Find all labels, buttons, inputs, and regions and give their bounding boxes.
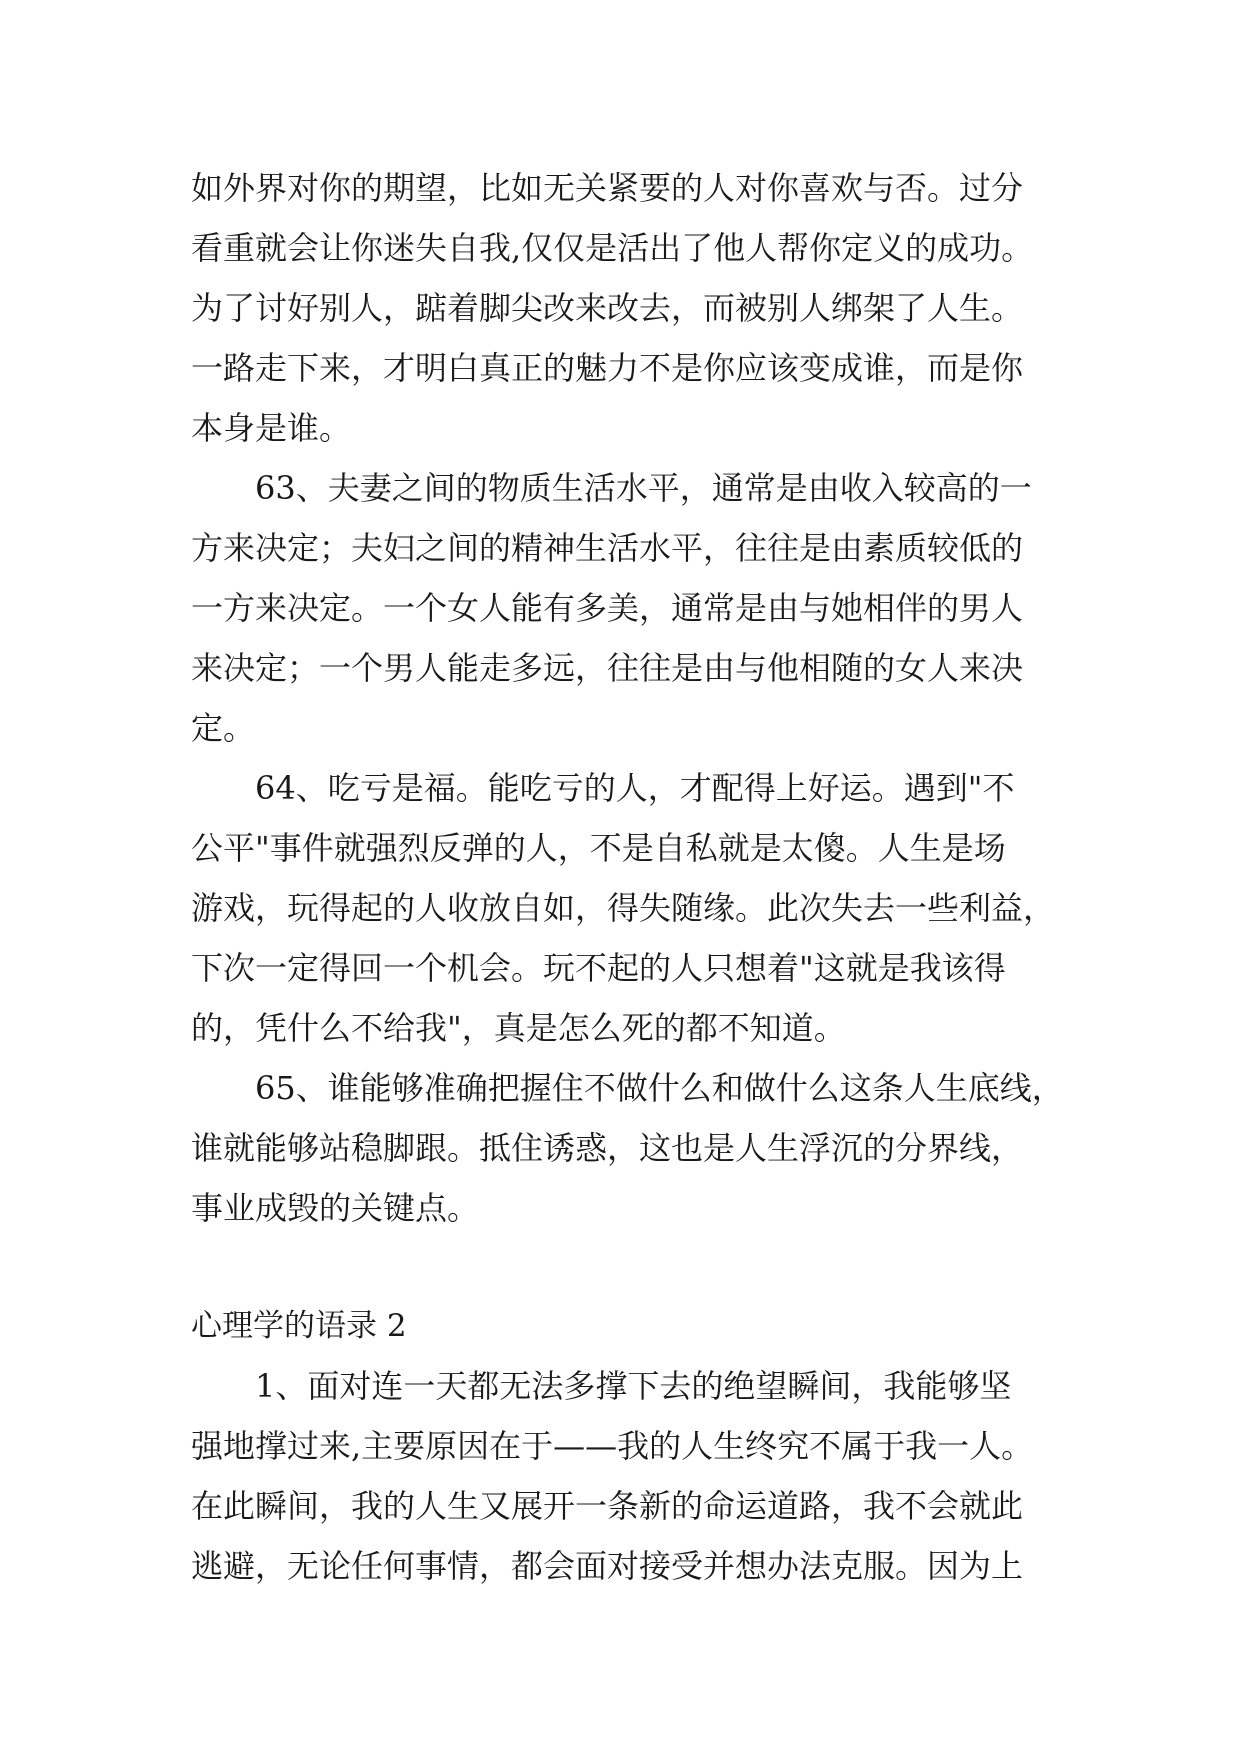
text-line: 本身是谁。	[191, 409, 352, 447]
text-line: 为了讨好别人，踮着脚尖改来改去，而被别人绑架了人生。	[191, 289, 1024, 327]
text-line: 63、夫妻之间的物质生活水平，通常是由收入较高的一	[255, 469, 1032, 507]
document-body	[191, 158, 1091, 1596]
section-heading: 心理学的语录 2	[191, 1308, 407, 1344]
text-line: 来决定；一个男人能走多远，往往是由与他相随的女人来决	[191, 649, 1024, 687]
text-line: 65、谁能够准确把握住不做什么和做什么这条人生底线，	[255, 1069, 1064, 1107]
text-line: 如外界对你的期望，比如无关紧要的人对你喜欢与否。过分	[191, 169, 1024, 207]
text-line: 在此瞬间，我的人生又展开一条新的命运道路，我不会就此	[191, 1487, 1024, 1525]
text-line: 方来决定；夫妇之间的精神生活水平，往往是由素质较低的	[191, 529, 1024, 567]
text-line: 看重就会让你迷失自我,仅仅是活出了他人帮你定义的成功。	[191, 229, 1034, 267]
text-line: 事业成毁的关键点。	[191, 1189, 480, 1227]
paragraph-1	[191, 1356, 1091, 1596]
text-line: 逃避，无论任何事情，都会面对接受并想办法克服。因为上	[191, 1547, 1024, 1585]
text-line: 一路走下来，才明白真正的魅力不是你应该变成谁，而是你	[191, 349, 1024, 387]
text-line: 强地撑过来,主要原因在于——我的人生终究不属于我一人。	[191, 1427, 1034, 1465]
paragraph-63	[191, 458, 1091, 758]
paragraph-continued	[191, 158, 1091, 458]
text-line: 1、面对连一天都无法多撑下去的绝望瞬间，我能够坚	[255, 1367, 1012, 1405]
paragraph-64	[191, 758, 1091, 1058]
text-line: 游戏，玩得起的人收放自如，得失随缘。此次失去一些利益，	[191, 889, 1056, 927]
paragraph-65	[191, 1058, 1091, 1238]
text-line: 定。	[191, 709, 256, 747]
text-line: 64、吃亏是福。能吃亏的人，才配得上好运。遇到"不	[255, 769, 1015, 807]
text-line: 公平"事件就强烈反弹的人，不是自私就是太傻。人生是场	[191, 829, 1006, 867]
text-line: 下次一定得回一个机会。玩不起的人只想着"这就是我该得	[191, 949, 1006, 987]
section-gap	[191, 1238, 1091, 1296]
text-line: 一方来决定。一个女人能有多美，通常是由与她相伴的男人	[191, 589, 1024, 627]
text-line: 谁就能够站稳脚跟。抵住诱惑，这也是人生浮沉的分界线，	[191, 1129, 1024, 1167]
text-line: 的，凭什么不给我"，真是怎么死的都不知道。	[191, 1009, 846, 1047]
